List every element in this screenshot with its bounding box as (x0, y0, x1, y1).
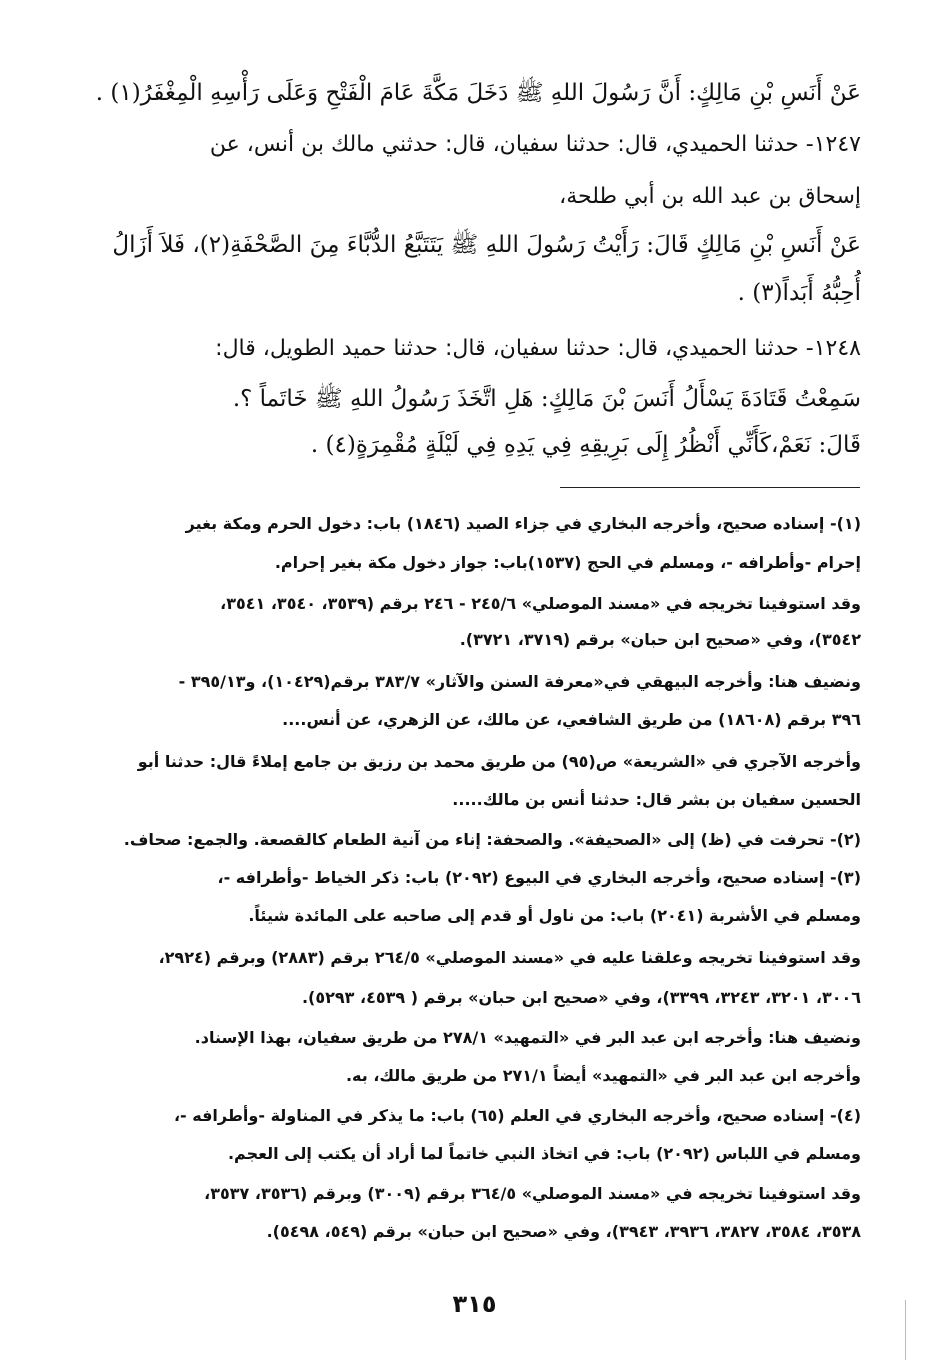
footnote-line: وقد استوفينا تخريجه في «مسند الموصلي» ٢٤٥/٦ - ٢٤٦ برقم (٣٥٣٩، ٣٥٤٠، ٣٥٤١، (220, 594, 861, 613)
footnote-line: (١)- إسناده صحيح، وأخرجه البخاري في جزاء الصيد (١٨٤٦) باب: دخول الحرم ومكة بغير (185, 514, 861, 533)
footnote-line: ٣٥٤٢)، وفي «صحيح ابن حبان» برقم (٣٧١٩، ٣٧٢١). (459, 630, 861, 649)
footnote-line: وأخرجه ابن عبد البر في «التمهيد» أيضاً ٢٧١/١ من طريق مالك، به. (345, 1066, 861, 1085)
footnote-line: وقد استوفينا تخريجه في «مسند الموصلي» ٣٦٤/٥ برقم (٣٠٠٩) وبرقم (٣٥٣٦، ٣٥٣٧، (204, 1184, 861, 1203)
footnote-line: وأخرجه الآجري في «الشريعة» ص(٩٥) من طريق محمد بن رزيق بن جامع إملاءً قال: حدثنا أبو (137, 752, 861, 771)
footnote-line: ٣٥٣٨، ٣٥٨٤، ٣٨٢٧، ٣٩٣٦، ٣٩٤٣)، وفي «صحيح ابن حبان» برقم (٥٤٩، ٥٤٩٨). (266, 1222, 861, 1241)
scan-edge-line (905, 1300, 906, 1360)
footnote-line: الحسين سفيان بن بشر قال: حدثنا أنس بن مالك..... (452, 790, 861, 809)
footnote-line: ونضيف هنا: وأخرجه ابن عبد البر في «التمهيد» ٢٧٨/١ من طريق سفيان، بهذا الإسناد. (194, 1028, 861, 1047)
hadith-text-line: أُحِبُّهُ أَبَداً(٣) . (737, 280, 861, 306)
hadith-text-line: عَنْ أَنَسِ بْنِ مَالِكٍ: أَنَّ رَسُولَ اللهِ ﷺ دَخَلَ مَكَّةَ عَامَ الْفَتْحِ وَعَلَى رَأْسِهِ الْمِغْفَرُ(١) . (95, 80, 861, 106)
hadith-text-line: سَمِعْتُ قَتَادَةَ يَسْأَلُ أَنَسَ بْنَ مَالِكٍ: هَلِ اتَّخَذَ رَسُولُ اللهِ ﷺ خَاتَماً ؟. (232, 386, 861, 412)
isnad-line: ١٢٤٧- حدثنا الحميدي، قال: حدثنا سفيان، قال: حدثني مالك بن أنس، عن (209, 132, 861, 157)
footnote-line: ونضيف هنا: وأخرجه البيهقي في«معرفة السنن والآثار» ٣٨٣/٧ برقم(١٠٤٢٩)، و٣٩٥/١٣ - (178, 672, 861, 691)
hadith-text-line: قَالَ: نَعَمْ،كَأَنِّي أَنْظُرُ إِلَى بَرِيقِهِ فِي يَدِهِ فِي لَيْلَةٍ مُقْمِرَةٍ(٤) . (310, 432, 861, 458)
footnote-line: ومسلم في الأشربة (٢٠٤١) باب: من ناول أو قدم إلى صاحبه على المائدة شيئاً. (248, 906, 861, 925)
footnote-line: ٣٠٠٦، ٣٢٠١، ٣٢٤٣، ٣٣٩٩)، وفي «صحيح ابن حبان» برقم ( ٤٥٣٩، ٥٢٩٣). (301, 988, 861, 1007)
footnote-line: إحرام -وأطرافه -، ومسلم في الحج (١٥٣٧)باب: جواز دخول مكة بغير إحرام. (274, 553, 861, 572)
isnad-line: إسحاق بن عبد الله بن أبي طلحة، (559, 184, 861, 209)
hadith-text-line: عَنْ أَنَسِ بْنِ مَالِكٍ قَالَ: رَأَيْتُ رَسُولَ اللهِ ﷺ يَتَتَبَّعُ الدُّبَّاءَ مِنَ الصَّحْفَةِ(٢)، فَلاَ أَزَالُ (112, 232, 861, 258)
footnote-line: (٢)- تحرفت في (ظ) إلى «الصحيفة». والصحفة: إناء من آنية الطعام كالقصعة. والجمع: صحاف. (123, 830, 861, 849)
page-number: ٣١٥ (452, 1290, 497, 1318)
footnote-line: ومسلم في اللباس (٢٠٩٢) باب: في اتخاذ النبي خاتماً لما أراد أن يكتب إلى العجم. (227, 1144, 861, 1163)
isnad-line: ١٢٤٨- حدثنا الحميدي، قال: حدثنا سفيان، قال: حدثنا حميد الطويل، قال: (215, 336, 861, 361)
footnote-line: (٤)- إسناده صحيح، وأخرجه البخاري في العلم (٦٥) باب: ما يذكر في المناولة -وأطرافه -، (173, 1106, 861, 1125)
footnote-line: وقد استوفينا تخريجه وعلقنا عليه في «مسند الموصلي» ٢٦٤/٥ برقم (٢٨٨٣) وبرقم (٢٩٢٤، (158, 948, 861, 967)
footnote-separator (560, 487, 860, 488)
footnote-line: (٣)- إسناده صحيح، وأخرجه البخاري في البيوع (٢٠٩٢) باب: ذكر الخياط -وأطرافه -، (217, 868, 861, 887)
footnote-line: ٣٩٦ برقم (١٨٦٠٨) من طريق الشافعي، عن مالك، عن الزهري، عن أنس.... (282, 710, 861, 729)
